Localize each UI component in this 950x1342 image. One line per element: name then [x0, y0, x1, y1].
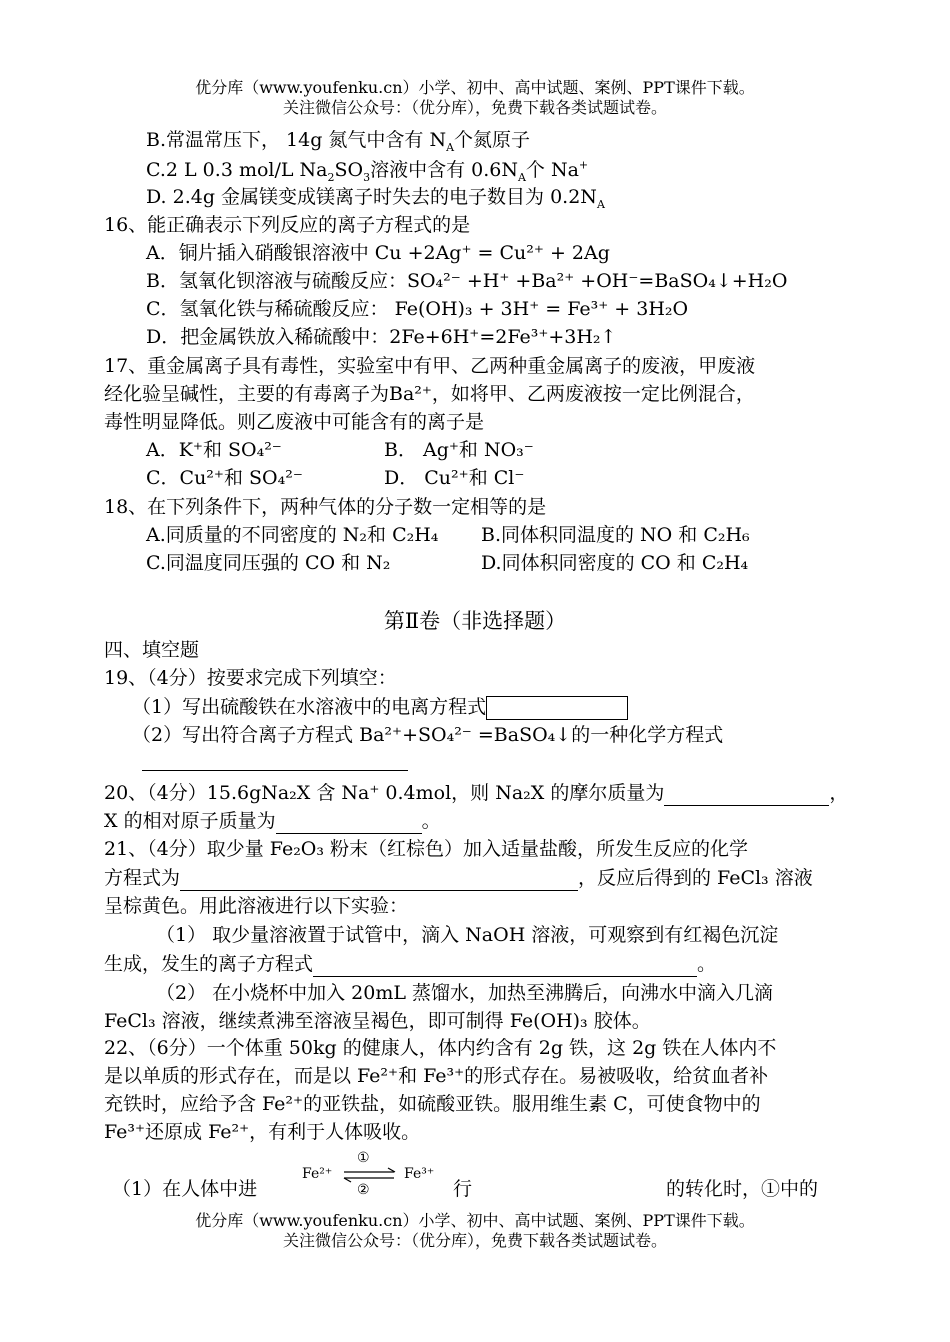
- section-fill-blank: 四、填空题: [104, 639, 200, 661]
- q18-stem: 18、在下列条件下，两种气体的分子数一定相等的是: [104, 496, 547, 518]
- q15-c-sub1: 2: [327, 170, 335, 184]
- q19-sub1-answer-box[interactable]: [486, 696, 628, 720]
- page-header-line1: 优分库（www.youfenku.cn）小学、初中、高中试题、案例、PPT课件下载。: [195, 78, 755, 97]
- q20-molar-mass-blank[interactable]: [664, 785, 829, 806]
- q21-line3: 呈棕黄色。用此溶液进行以下实验：: [104, 895, 409, 917]
- q21-line5-text: 生成，发生的离子方程式: [104, 953, 314, 975]
- q19-sub2-answer-line[interactable]: [142, 770, 408, 771]
- q19-stem: 19、（4分）按要求完成下列填空：: [104, 667, 397, 689]
- q17-option-a: A．K⁺和 SO₄²⁻: [146, 439, 282, 461]
- fe3-label: Fe³⁺: [404, 1166, 435, 1182]
- q18-option-c: C.同温度同压强的 CO 和 N₂: [146, 552, 391, 574]
- q16-option-c: C．氢氧化铁与稀硫酸反应： Fe(OH)₃ + 3H⁺ = Fe³⁺ + 3H₂O: [146, 298, 689, 320]
- q22-line2: 是以单质的形式存在，而是以 Fe²⁺和 Fe³⁺的形式存在。易被吸收，给贫血者补: [104, 1065, 769, 1087]
- q15-c-text4: 个 Na: [525, 159, 579, 181]
- q16-option-b: B．氢氧化钡溶液与硫酸反应：SO₄²⁻ +H⁺ +Ba²⁺ +OH⁻=BaSO₄↓+H₂O: [146, 270, 788, 292]
- page-header-line2: 关注微信公众号：（优分库），免费下载各类试题试卷。: [282, 98, 667, 117]
- q15-option-b: [146, 127, 530, 153]
- q20-line2-punct: 。: [421, 810, 441, 832]
- q20-line1: [104, 780, 848, 806]
- q19-sub1-text: （1）写出硫酸铁在水溶液中的电离方程式: [132, 696, 487, 718]
- q22-line1: 22、（6分）一个体重 50kg 的健康人，体内约含有 2g 铁，这 2g 铁在人体内不: [104, 1037, 777, 1059]
- q17-option-c: C．Cu²⁺和 SO₄²⁻: [146, 467, 303, 489]
- q17-option-b: B． Ag⁺和 NO₃⁻: [384, 439, 534, 461]
- fe2-label: Fe²⁺: [302, 1166, 333, 1182]
- q22-line5b: 行: [453, 1178, 473, 1200]
- q15-c-text: C.2 L 0.3 mol/L Na: [146, 159, 328, 181]
- q21-line6: （2） 在小烧杯中加入 20mL 蒸馏水，加热至沸腾后，向沸水中滴入几滴: [156, 982, 774, 1004]
- q20-atomic-mass-blank[interactable]: [276, 813, 422, 834]
- q18-option-b: B.同体积同温度的 NO 和 C₂H₆: [481, 524, 750, 546]
- q15-option-d: [146, 184, 605, 210]
- arrow-step2-label: ②: [357, 1182, 370, 1198]
- q17-line3: 毒性明显降低。则乙废液中可能含有的离子是: [104, 411, 485, 433]
- q18-option-d: D.同体积同密度的 CO 和 C₂H₄: [481, 552, 749, 574]
- q21-ionic-equation-blank[interactable]: [313, 956, 697, 977]
- q17-line2: 经化验呈碱性，主要的有毒离子为Ba²⁺，如将甲、乙两废液按一定比例混合，: [104, 383, 755, 405]
- q15-c-sub3: A: [517, 170, 526, 184]
- q15-c-text2: SO: [334, 159, 364, 181]
- page-footer-line1: 优分库（www.youfenku.cn）小学、初中、高中试题、案例、PPT课件下载。: [195, 1211, 755, 1230]
- q17-line1: 17、重金属离子具有毒性，实验室中有甲、乙两种重金属离子的废液，甲废液: [104, 355, 756, 377]
- q21-line7: FeCl₃ 溶液，继续煮沸至溶液呈褐色，即可制得 Fe(OH)₃ 胶体。: [104, 1010, 651, 1032]
- q21-line5: [104, 951, 716, 977]
- q21-line4: （1） 取少量溶液置于试管中，滴入 NaOH 溶液，可观察到有红褐色沉淀: [156, 924, 779, 946]
- q15-b-text2: 个氮原子: [454, 129, 531, 151]
- q21-line1: 21、（4分）取少量 Fe₂O₃ 粉末（红棕色）加入适量盐酸，所发生反应的化学: [104, 838, 749, 860]
- q22-line5c: 的转化时，①中的: [666, 1178, 819, 1200]
- q21-line2-text: 方程式为: [104, 867, 181, 889]
- q15-b-text: B.常温常压下， 14g 氮气中含有 N: [146, 129, 447, 151]
- fe-conversion-diagram: [300, 1150, 450, 1200]
- q20-line1-punct: ，: [829, 782, 849, 804]
- q16-option-d: D．把金属铁放入稀硫酸中：2Fe+6H⁺=2Fe³⁺+3H₂↑: [146, 326, 617, 348]
- q19-sub1: [132, 694, 628, 720]
- q21-line2-text2: ，反应后得到的 FeCl₃ 溶液: [578, 867, 813, 889]
- q15-d-sub: A: [596, 197, 605, 211]
- reversible-arrow-icon: [342, 1167, 398, 1183]
- part2-title: 第Ⅱ卷（非选择题）: [383, 609, 567, 633]
- q15-d-text: D. 2.4g 金属镁变成镁离子时失去的电子数目为 0.2N: [146, 186, 597, 208]
- arrow-step1-label: ①: [357, 1150, 370, 1166]
- q21-equation-blank[interactable]: [180, 870, 578, 891]
- q15-c-sup: +: [578, 158, 589, 172]
- q18-option-a: A.同质量的不同密度的 N₂和 C₂H₄: [146, 524, 439, 546]
- q17-option-d: D． Cu²⁺和 Cl⁻: [384, 467, 525, 489]
- q20-line1-text: 20、（4分）15.6gNa₂X 含 Na⁺ 0.4mol，则 Na₂X 的摩尔质量为: [104, 782, 665, 804]
- q21-line2: [104, 865, 813, 891]
- page-footer-line2: 关注微信公众号：（优分库），免费下载各类试题试卷。: [282, 1231, 667, 1250]
- q15-c-sub2: 3: [363, 170, 371, 184]
- q16-option-a: A．铜片插入硝酸银溶液中 Cu +2Ag⁺ = Cu²⁺ + 2Ag: [146, 242, 610, 264]
- q22-line4: Fe³⁺还原成 Fe²⁺，有利于人体吸收。: [104, 1121, 421, 1143]
- q22-line3: 充铁时，应给予含 Fe²⁺的亚铁盐，如硫酸亚铁。服用维生素 C，可使食物中的: [104, 1093, 761, 1115]
- q15-c-text3: 溶液中含有 0.6N: [370, 159, 518, 181]
- q19-sub2: （2）写出符合离子方程式 Ba²⁺+SO₄²⁻ =BaSO₄↓的一种化学方程式: [132, 724, 724, 746]
- q15-b-sub: A: [446, 140, 455, 154]
- q16-stem: 16、能正确表示下列反应的离子方程式的是: [104, 214, 471, 236]
- q20-line2-text: X 的相对原子质量为: [104, 810, 276, 832]
- q15-option-c: [146, 157, 588, 183]
- q21-line5-punct: 。: [697, 953, 717, 975]
- q22-line5a: （1）在人体中进: [112, 1178, 258, 1200]
- q20-line2: [104, 808, 441, 834]
